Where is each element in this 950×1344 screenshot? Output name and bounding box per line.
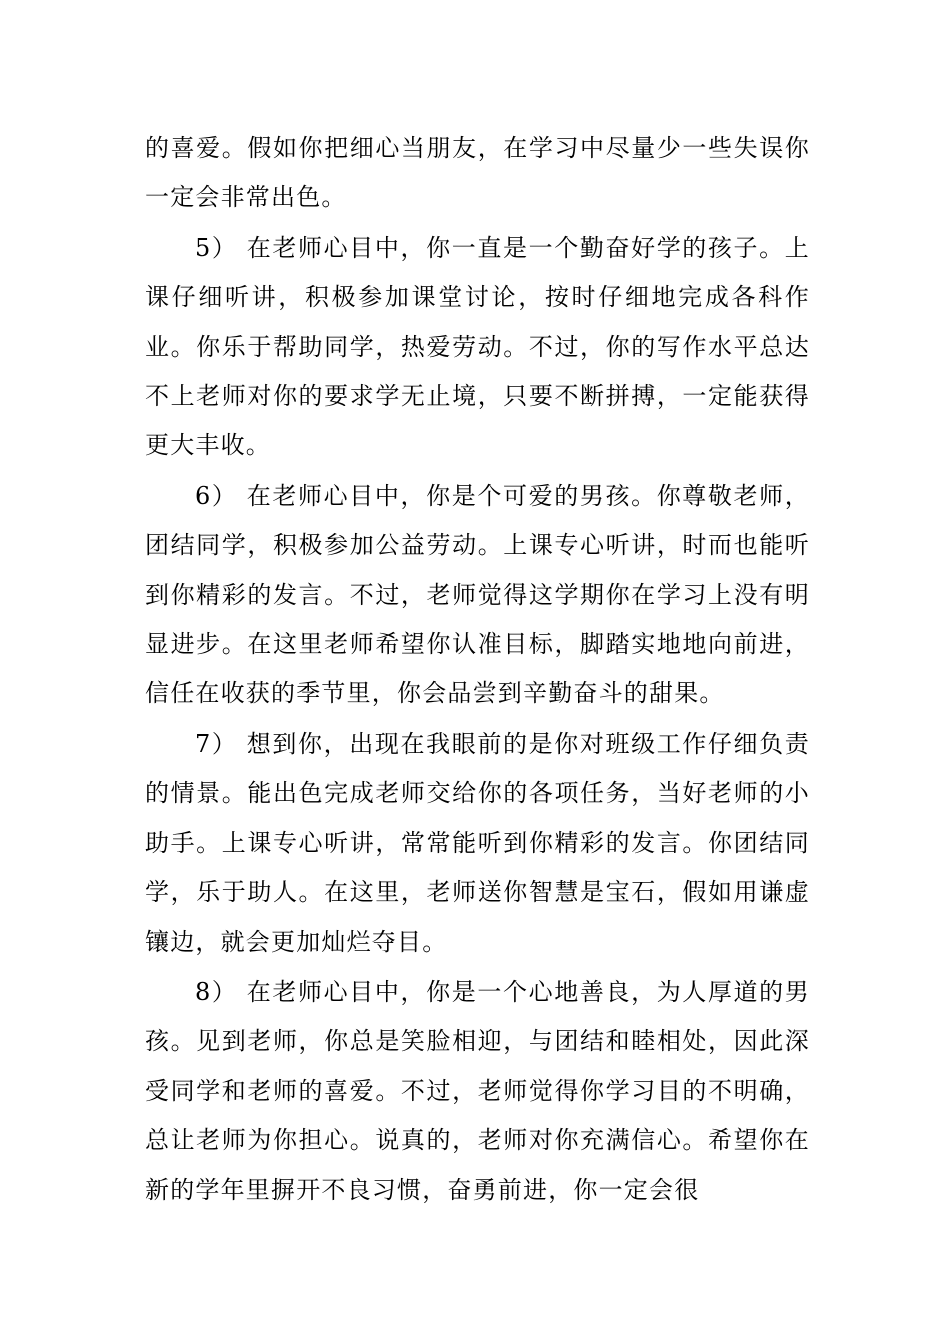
paragraph-comment-5: 5） 在老师心目中，你一直是一个勤奋好学的孩子。上课仔细听讲，积极参加课堂讨论，按时仔细地完成各科作业。你乐于帮助同学，热爱劳动。不过，你的写作水平总达不上老师对你的要求学无止境，只要不断拼搏，一定能获得更大丰收。 — [145, 233, 810, 460]
paragraph-comment-8: 8） 在老师心目中，你是一个心地善良，为人厚道的男孩。见到老师，你总是笑脸相迎，与团结和睦相处，因此深受同学和老师的喜爱。不过，老师觉得你学习目的不明确，总让老师为你担心。说真的，老师对你充满信心。希望你在新的学年里摒开不良习惯，奋勇前进，你一定会很 — [145, 977, 810, 1204]
paragraph-comment-6: 6） 在老师心目中，你是个可爱的男孩。你尊敬老师，团结同学，积极参加公益劳动。上课专心听讲，时而也能听到你精彩的发言。不过，老师觉得这学期你在学习上没有明显进步。在这里老师希望你认准目标，脚踏实地地向前进，信任在收获的季节里，你会品尝到辛勤奋斗的甜果。 — [145, 481, 810, 708]
document-body — [145, 124, 810, 1216]
paragraph-continuation: 的喜爱。假如你把细心当朋友，在学习中尽量少一些失误你一定会非常出色。 — [145, 134, 810, 212]
paragraph-comment-7: 7） 想到你，出现在我眼前的是你对班级工作仔细负责的情景。能出色完成老师交给你的各项任务，当好老师的小助手。上课专心听讲，常常能听到你精彩的发言。你团结同学，乐于助人。在这里，老师送你智慧是宝石，假如用谦虚镶边，就会更加灿烂夺目。 — [145, 729, 810, 956]
